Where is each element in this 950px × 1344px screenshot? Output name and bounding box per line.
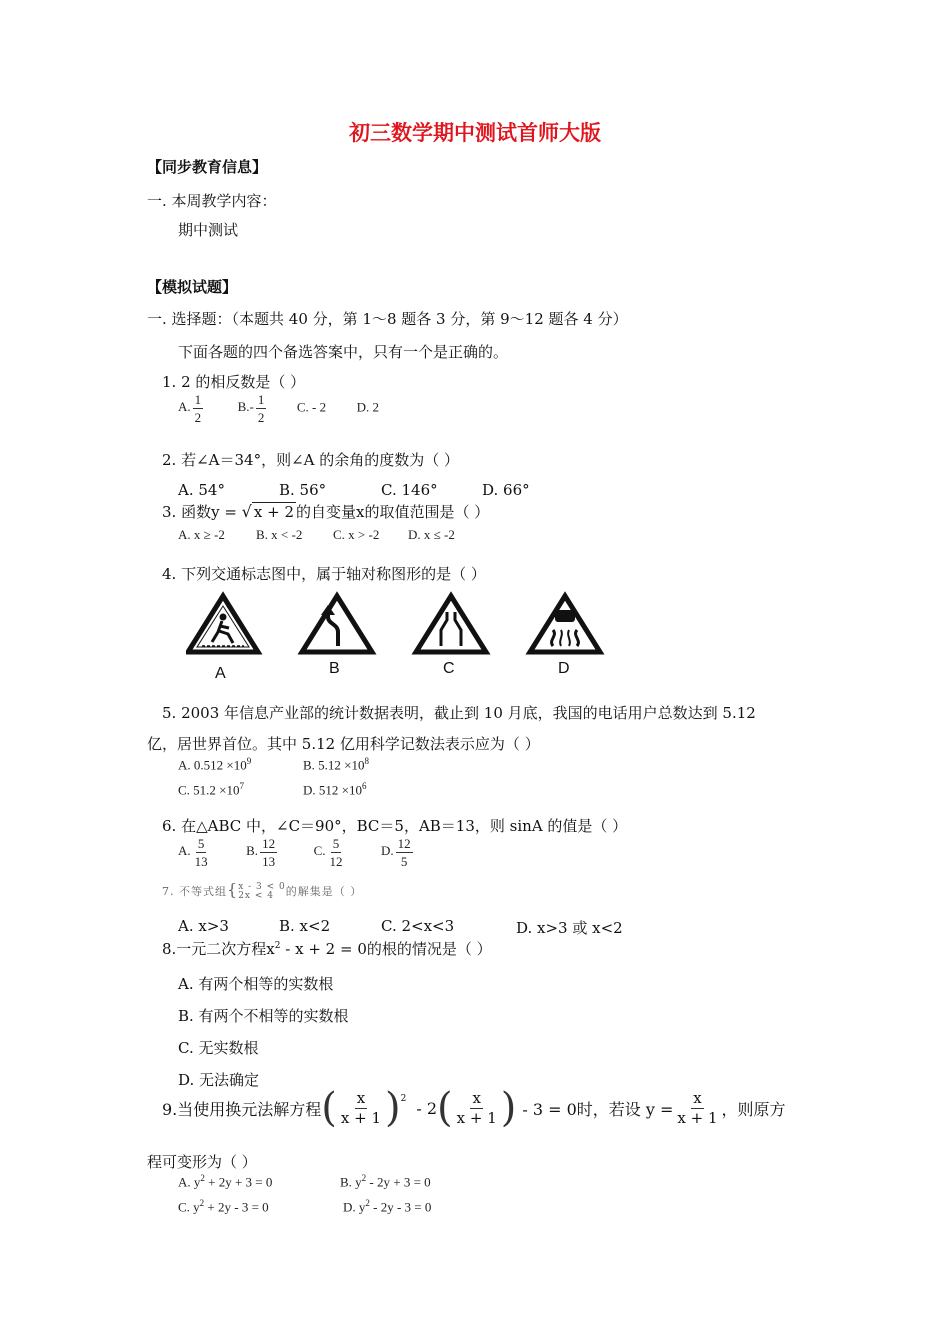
brace-icon: {: [227, 880, 239, 899]
sign-c-narrow-road-icon: [416, 596, 486, 652]
question-8-option-c: C. 无实数根: [178, 1039, 259, 1057]
fraction: $\frac{1}{2}$: [194, 392, 202, 425]
question-8-stem: 8.一元二次方程$x^2 - x + 2 = 0$的根的情况是（ ）: [162, 940, 492, 958]
question-5-option-d: D. $512 \times 10^6$: [303, 781, 367, 798]
sign-label-b: B: [329, 660, 340, 677]
option-d: D. 2: [356, 399, 380, 415]
question-9-option-a: A. $y^2 + 2y + 3 = 0$: [178, 1173, 273, 1190]
section-heading-sync-info: 【同步教育信息】: [147, 158, 268, 176]
question-1-options: [178, 393, 379, 424]
sign-label-a: A: [215, 665, 226, 682]
sqrt-radicand: x + 2: [253, 503, 294, 521]
question-5-option-b: B. $5.12 \times 10^8$: [303, 756, 370, 773]
question-9-stem: 9.当使用换元法解方程 ( $\frac{x}{x + 1}$ ) 2 - 2 ( $\frac{x}{x + 1}$ ) - 3 = 0时，若设 y = $\frac{x}{x + 1}$ ，则原方: [162, 1085, 786, 1131]
question-3-option-d: D. x ≤ -2: [408, 527, 455, 542]
section-content-text: 期中测试: [178, 221, 239, 239]
left-paren: (: [321, 1085, 337, 1131]
question-2-option-d: D. 66°: [482, 481, 530, 499]
option-a: A. $\frac{5}{13}$: [178, 836, 208, 869]
traffic-signs-figure: [186, 590, 606, 685]
fraction: $\frac{5}{13}$: [194, 836, 208, 869]
sign-label-d: D: [558, 660, 570, 677]
option-c: C. $\frac{5}{12}$: [313, 836, 343, 869]
fraction: $\frac{12}{5}$: [397, 836, 411, 869]
question-6-options: [178, 837, 415, 868]
option-b: B. $\frac{12}{13}$: [246, 836, 276, 869]
option-a: A. $\frac{1}{2}$: [178, 392, 202, 425]
question-3-option-b: B. x < -2: [256, 527, 303, 542]
inequality-system: x - 3 < 0 2x < 4: [238, 882, 286, 901]
option-d: D. $\frac{12}{5}$: [380, 836, 411, 869]
question-2-option-a: A. 54°: [178, 481, 225, 499]
question-7-option-d: D. x>3 或 x<2: [516, 919, 623, 937]
sign-a-pedestrian-icon: [188, 596, 258, 652]
sqrt-sign: √: [241, 502, 252, 521]
question-7-stem: 7. 不等式组{ x - 3 < 0 2x < 4 的解集是（ ）: [162, 880, 363, 901]
option-b: B.- $\frac{1}{2}$: [237, 392, 265, 425]
question-6-stem: 6. 在△ABC 中，∠C＝90°，BC＝5，AB＝13，则 sinA 的值是（ ）: [162, 817, 628, 835]
question-9-option-c: C. $y^2 + 2y - 3 = 0$: [178, 1198, 269, 1215]
question-2-option-b: B. 56°: [279, 481, 327, 499]
option-c: C. - 2: [296, 399, 327, 415]
fraction: $\frac{5}{12}$: [329, 836, 343, 869]
left-paren: (: [437, 1085, 453, 1131]
fraction: $\frac{x}{x + 1}$: [677, 1088, 718, 1127]
fraction: $\frac{1}{2}$: [257, 392, 265, 425]
question-7-option-a: A. x>3: [178, 917, 229, 935]
question-5-option-a: A. $0.512 \times 10^9$: [178, 756, 252, 773]
sign-b-curve-icon: [302, 596, 372, 652]
sign-label-c: C: [443, 660, 455, 677]
fraction: $\frac{x}{x + 1}$: [456, 1088, 497, 1127]
question-7-option-c: C. 2<x<3: [381, 917, 455, 935]
fraction: $\frac{x}{x + 1}$: [340, 1088, 381, 1127]
part-instruction: 下面各题的四个备选答案中，只有一个是正确的。: [178, 343, 509, 361]
question-5-line-1: 5. 2003 年信息产业部的统计数据表明，截止到 10 月底，我国的电话用户总数达到 5.12: [162, 704, 756, 722]
sign-d-slippery-road-icon: [530, 596, 600, 652]
question-9-option-b: B. $y^2 - 2y + 3 = 0$: [340, 1173, 431, 1190]
question-5-option-c: C. $51.2 \times 10^7$: [178, 781, 245, 798]
question-5-line-2: 亿，居世界首位。其中 5.12 亿用科学记数法表示应为（ ）: [147, 735, 540, 753]
question-2-option-c: C. 146°: [381, 481, 438, 499]
question-9-line-2: 程可变形为（ ）: [147, 1153, 257, 1171]
fraction: $\frac{12}{13}$: [262, 836, 276, 869]
question-7-option-b: B. x<2: [279, 917, 331, 935]
right-paren: ): [385, 1085, 401, 1131]
part-heading-choice: 一. 选择题：（本题共 40 分，第 1～8 题各 3 分，第 9～12 题各 4 分）: [147, 310, 628, 328]
question-4-stem: 4. 下列交通标志图中，属于轴对称图形的是（ ）: [162, 565, 486, 583]
page-title: 初三数学期中测试首师大版: [349, 121, 601, 145]
right-paren: ): [500, 1085, 517, 1131]
question-3-option-a: A. x ≥ -2: [178, 527, 225, 542]
question-3-option-c: C. x > -2: [333, 527, 380, 542]
question-9-option-d: D. $y^2 - 2y - 3 = 0$: [343, 1198, 432, 1215]
question-8-option-d: D. 无法确定: [178, 1071, 260, 1089]
question-8-option-a: A. 有两个相等的实数根: [178, 975, 334, 993]
question-1-stem: 1. 2 的相反数是（ ）: [162, 373, 306, 391]
question-3-stem: 3. 函数y = √ x + 2 的自变量x的取值范围是（ ）: [162, 502, 490, 521]
section-item-weekly-content: 一. 本周教学内容：: [147, 192, 277, 210]
question-8-option-b: B. 有两个不相等的实数根: [178, 1007, 349, 1025]
question-2-stem: 2. 若∠A＝34°，则∠A 的余角的度数为（ ）: [162, 451, 460, 469]
section-heading-mock-test: 【模拟试题】: [147, 278, 238, 296]
